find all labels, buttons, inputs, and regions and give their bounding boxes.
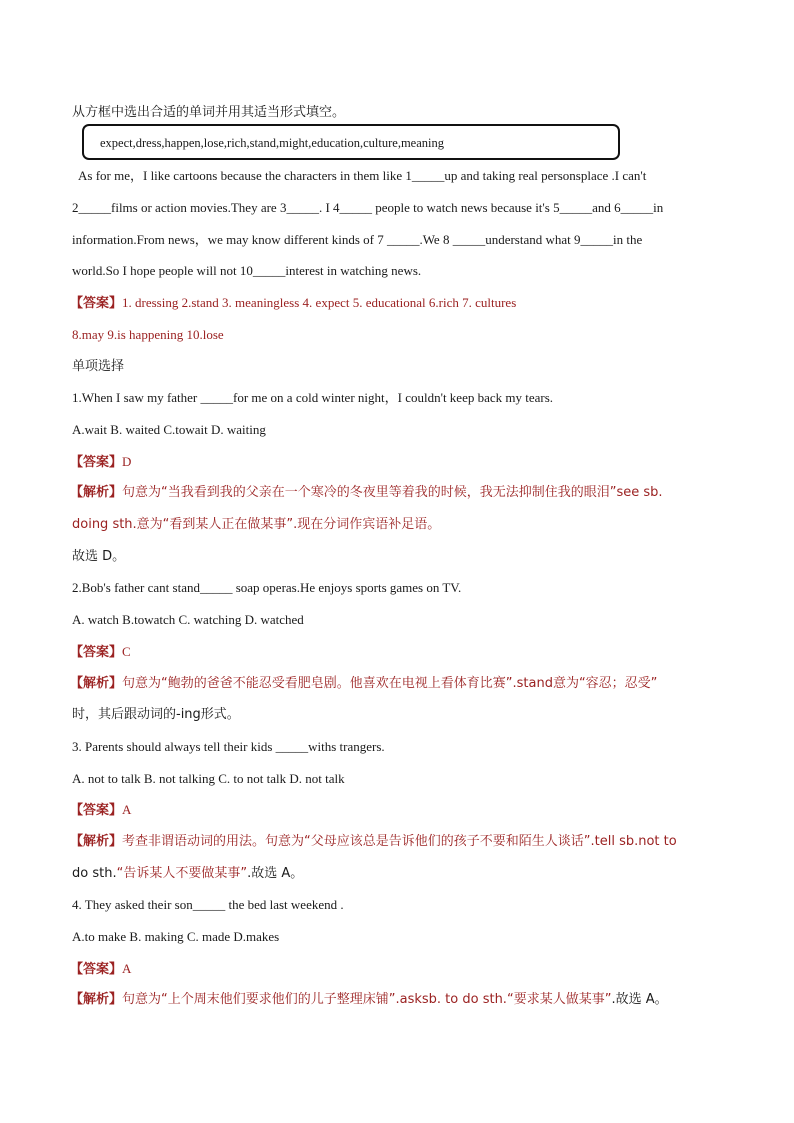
analysis-line: do sth.“告诉某人不要做某事”.故选 A。 bbox=[72, 866, 304, 881]
question-options: A.to make B. making C. made D.makes bbox=[72, 929, 280, 944]
passage-line-4: world.So I hope people will not 10_____interest in watching news. bbox=[72, 263, 422, 278]
question-answer: 【答案】D bbox=[70, 454, 132, 470]
question-options: A. watch B.towatch C. watching D. watched bbox=[72, 612, 304, 627]
section-title: 单项选择 bbox=[72, 359, 125, 374]
analysis-line: 时，其后跟动词的-ing形式。 bbox=[72, 707, 240, 722]
analysis-line: 【解析】句意为“当我看到我的父亲在一个寒冷的冬夜里等着我的时候，我无法抑制住我的眼泪”see sb. bbox=[70, 485, 663, 500]
analysis-line: 【解析】考查非谓语动词的用法。句意为“父母应该总是告诉他们的孩子不要和陌生人谈话”.tell sb.not to bbox=[70, 834, 677, 849]
analysis-line: 【解析】句意为“上个周末他们要求他们的儿子整理床铺”.asksb. to do sth.“要求某人做某事”.故选 A。 bbox=[70, 992, 668, 1007]
question-stem: 3. Parents should always tell their kids _____withs trangers. bbox=[72, 739, 385, 754]
answer-row-2: 8.may 9.is happening 10.lose bbox=[72, 327, 224, 342]
answer-tag: 【答案】 bbox=[70, 296, 123, 311]
question-answer: 【答案】A bbox=[70, 802, 132, 818]
question-answer: 【答案】A bbox=[70, 961, 132, 977]
passage-line-1: As for me，I like cartoons because the characters in them like 1_____up and taking real personsplace .I can't bbox=[78, 168, 647, 183]
question-stem: 1.When I saw my father _____for me on a cold winter night，I couldn't keep back my tears. bbox=[72, 390, 554, 405]
answer-text: 1. dressing 2.stand 3. meaningless 4. expect 5. educational 6.rich 7. cultures bbox=[122, 295, 517, 310]
analysis-line: doing sth.意为“看到某人正在做某事”.现在分词作宾语补足语。 bbox=[72, 517, 441, 532]
passage-line-3: information.From news，we may know different kinds of 7 _____.We 8 _____understand what 9_____in the bbox=[72, 232, 643, 247]
question-stem: 2.Bob's father cant stand_____ soap operas.He enjoys sports games on TV. bbox=[72, 580, 462, 595]
question-options: A.wait B. waited C.towait D. waiting bbox=[72, 422, 266, 437]
answer-row-1 bbox=[70, 294, 516, 313]
question-stem: 4. They asked their son_____ the bed last weekend . bbox=[72, 897, 344, 912]
analysis-line: 故选 D。 bbox=[72, 549, 126, 564]
question-options: A. not to talk B. not talking C. to not talk D. not talk bbox=[72, 771, 345, 786]
instruction: 从方框中选出合适的单词并用其适当形式填空。 bbox=[72, 105, 346, 120]
passage-line-2: 2_____films or action movies.They are 3_____. I 4_____ people to watch news because it's 5_____and 6_____in bbox=[72, 200, 664, 215]
analysis-line: 【解析】句意为“鲍勃的爸爸不能忍受看肥皂剧。他喜欢在电视上看体育比赛”.stand意为“容忍；忍受” bbox=[70, 676, 658, 691]
word-box: expect,dress,happen,lose,rich,stand,might,education,culture,meaning bbox=[82, 124, 620, 160]
question-answer: 【答案】C bbox=[70, 644, 131, 660]
